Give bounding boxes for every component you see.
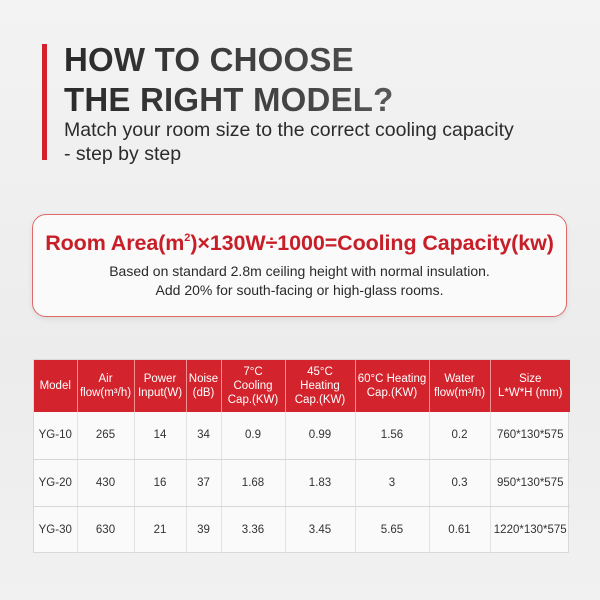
table-cell: 5.65 — [355, 506, 429, 553]
formula-prefix: Room Area(m — [45, 231, 185, 255]
table-cell: 1.83 — [285, 459, 355, 506]
table-cell: 430 — [77, 459, 134, 506]
formula-card — [32, 214, 567, 317]
table-cell: 760*130*575 — [490, 412, 570, 459]
table-cell: 950*130*575 — [490, 459, 570, 506]
table-cell: 0.99 — [285, 412, 355, 459]
table-cell: 1.68 — [221, 459, 285, 506]
table-cell: 37 — [186, 459, 221, 506]
table-cell: 0.9 — [221, 412, 285, 459]
table-row — [34, 459, 570, 506]
table-cell: 265 — [77, 412, 134, 459]
table-cell: YG-20 — [34, 459, 77, 506]
page-title — [64, 40, 564, 120]
page-title-line-2: THE RIGHT MODEL? — [64, 81, 394, 118]
spec-table — [34, 360, 570, 553]
page-title-line-1: HOW TO CHOOSE — [64, 41, 354, 78]
table-cell: 3.45 — [285, 506, 355, 553]
model-spec-table — [33, 359, 569, 553]
table-cell: 39 — [186, 506, 221, 553]
header-noise: Noise (dB) — [186, 360, 221, 412]
table-cell: 21 — [134, 506, 186, 553]
formula-superscript: 2 — [184, 232, 191, 244]
page-subtitle-line-1: Match your room size to the correct cooling capacity — [64, 119, 514, 141]
table-cell: 1.56 — [355, 412, 429, 459]
page-subtitle-line-2: - step by step — [64, 143, 182, 165]
table-cell: 0.61 — [429, 506, 490, 553]
header-air-flow: Air flow(m³/h) — [77, 360, 134, 412]
table-header-row — [34, 360, 570, 412]
table-cell: 3 — [355, 459, 429, 506]
table-cell: YG-30 — [34, 506, 77, 553]
table-cell: 34 — [186, 412, 221, 459]
header-power-input: Power Input(W) — [134, 360, 186, 412]
table-cell: 14 — [134, 412, 186, 459]
formula-note-line-1: Based on standard 2.8m ceiling height with normal insulation. — [109, 263, 490, 279]
page-subtitle — [64, 118, 564, 166]
table-row — [34, 412, 570, 459]
header-size: Size L*W*H (mm) — [490, 360, 570, 412]
header-60c-heating-cap: 60°C Heating Cap.(KW) — [355, 360, 429, 412]
table-cell: 0.3 — [429, 459, 490, 506]
header-cooling-cap: 7°C Cooling Cap.(KW) — [221, 360, 285, 412]
accent-bar — [42, 44, 47, 160]
header-model: Model — [34, 360, 77, 412]
formula-note-line-2: Add 20% for south-facing or high-glass rooms. — [155, 282, 444, 298]
table-cell: 3.36 — [221, 506, 285, 553]
header-45c-heating-cap: 45°C Heating Cap.(KW) — [285, 360, 355, 412]
table-cell: 630 — [77, 506, 134, 553]
table-cell: 1220*130*575 — [493, 523, 567, 536]
table-cell: YG-10 — [34, 412, 77, 459]
header-water-flow: Water flow(m³/h) — [429, 360, 490, 412]
formula-suffix: )×130W÷1000=Cooling Capacity(kw) — [190, 231, 554, 255]
table-cell: 16 — [134, 459, 186, 506]
table-cell: 0.2 — [429, 412, 490, 459]
cooling-capacity-formula — [33, 231, 566, 256]
table-row — [34, 506, 570, 553]
